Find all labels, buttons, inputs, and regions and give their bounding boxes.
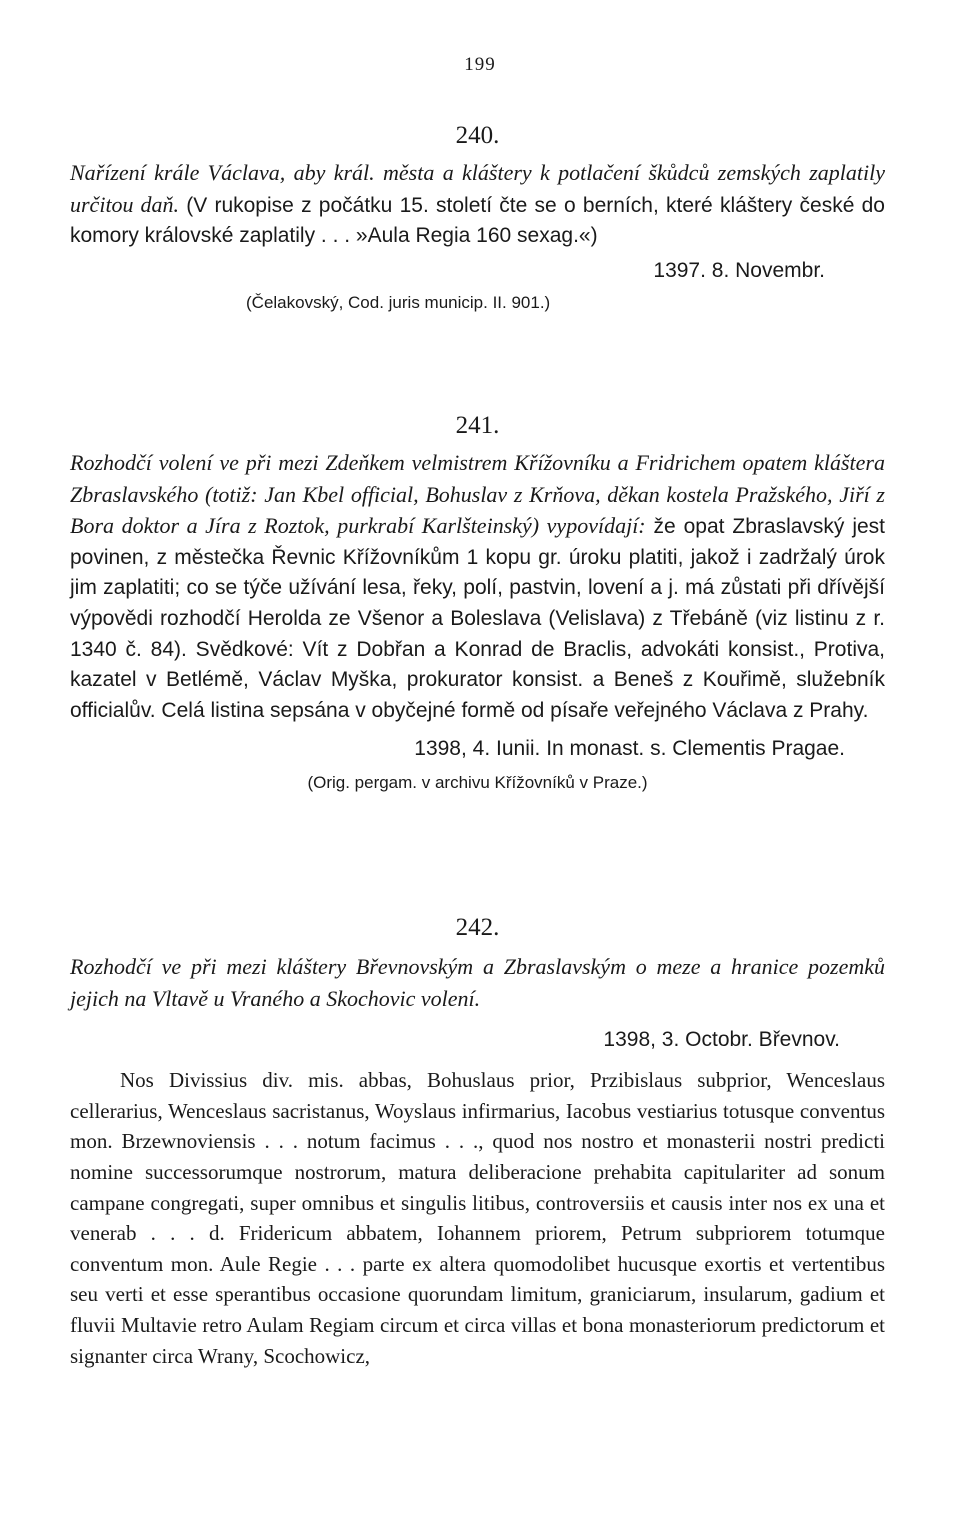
entry-date: 1398, 4. Iunii. In monast. s. Clementis Pragae. [414,737,845,761]
entry-source: (Orig. pergam. v archivu Křížovníků v Praze.) [307,773,648,793]
entry-summary [70,158,885,252]
entry-number: 241. [455,412,500,439]
entry-number: 242. [455,914,500,941]
page-number: 199 [464,54,496,75]
entry-date: 1398, 3. Octobr. Břevnov. [603,1028,840,1052]
entry-title-italic: Nařízení krále Václava, aby král. města a kláštery k potlačení škůdců zemských zaplatily určitou daň. [70,160,885,217]
entry-title-italic: Rozhodčí ve při mezi kláštery Břevnovským a Zbraslavským o meze a hranice pozemků jejich na Vltavě u Vraného a Skochovic volení. [70,954,885,1011]
entry-body: Nos Divissius div. mis. abbas, Bohuslaus prior, Przibislaus subprior, Wenceslaus cellerarius, Wenceslaus sacristanus, Woyslaus infirmarius, Iacobus vestiarius totusque conventus mon. Brzewnoviensis . . . notum facimus . . ., quod nos nostro et monasterii nostri predicti nomine successorumque nostrorum, matura deliberacione prehabita capitulariter ad sonum campane congregati, super omnibus et singulis litibus, controversiis et causis inter nos ex una et venerab . . . d. Fridericum abbatem, Iohannem priorem, Petrum subpriorem totumque conventum mon. Aule Regie . . . parte ex altera quomodolibet hucusque exortis et vertentibus seu verti et esse sperantibus occasione quorundam limitum, graniciarum, insularum, gadium et fluvii Multavie retro Aulam Regiam circum et circa villas et bona monasteriorum predictorum et signanter circa Wrany, Scochowicz, [70,1068,885,1368]
entry-summary [70,448,885,726]
entry-title-italic: Rozhodčí volení ve při mezi Zdeňkem velmistrem Křížovníku a Fridrichem opatem kláštera Zbraslavského (totiž: Jan Kbel official, Bohuslav z Krňova, děkan kostela Pražského, Jiří z Bora doktor a Jíra z Roztok, purkrabí Karlšteinský) vypovídají: [70,450,885,539]
entry-summary [70,952,885,1015]
entry-241 [70,410,885,796]
entry-date: 1397. 8. Novembr. [653,258,825,282]
entry-source: (Čelakovský, Cod. juris municip. II. 901.) [246,292,551,312]
entry-242 [70,912,885,1371]
entry-title-rest: že opat Zbraslavský jest povinen, z městečka Řevnic Křížovníkům 1 kopu gr. úroku platiti, jakož i zadržalý úrok jim zaplatiti; co se týče užívání lesa, řeky, polí, pastvin, lovení a j. má zůstati při dřívější výpovědi rozhodčí Herolda ze Všenor a Boleslava (Velislava) z Třebáně (viz listinu z r. 1340 č. 84). Svědkové: Vít z Dobřan a Konrad de Braclis, advokáti konsist., Protiva, kazatel v Betlémě, Václav Myška, prokurator konsist. a Beneš z Kouřimě, služebník officialův. Celá listina sepsána v obyčejné formě od písaře veřejného Václava z Prahy. [70,515,886,722]
entry-240 [70,120,885,316]
entry-title-rest: (V rukopise z počátku 15. století čte se o berních, které kláštery české do komory královské zaplatily . . . »Aula Regia 160 sexag.«) [70,193,885,248]
entry-number: 240. [455,122,500,149]
